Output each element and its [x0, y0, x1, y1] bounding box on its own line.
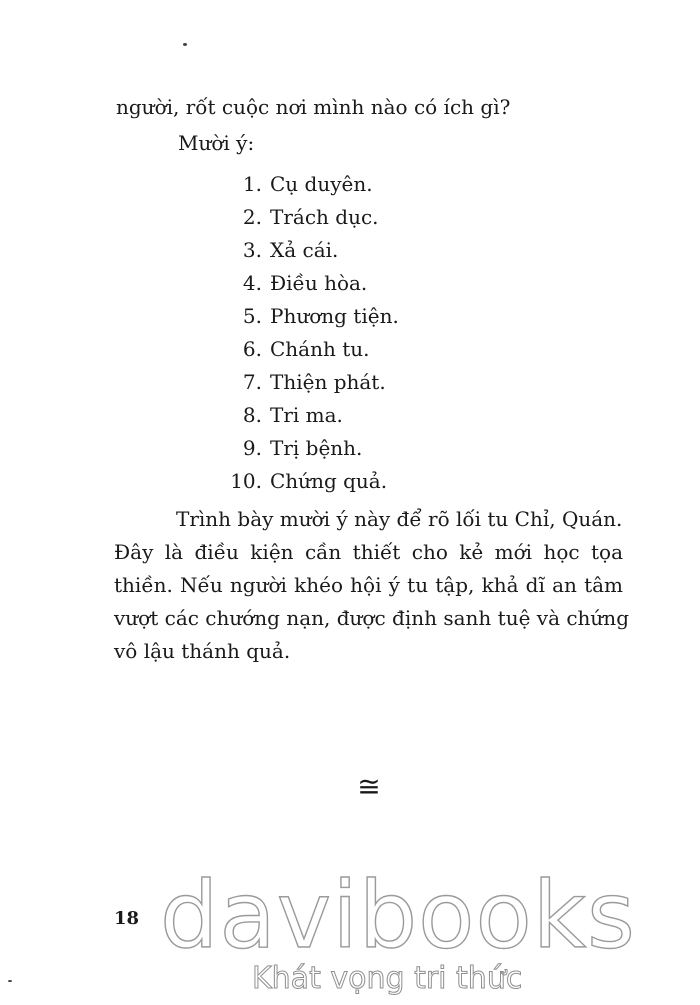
list-item: 9. Trị bệnh. — [242, 436, 363, 460]
ink-speck — [8, 980, 12, 982]
paragraph-line: Trình bày mười ý này để rõ lối tu Chỉ, Quán. — [176, 507, 623, 531]
list-item: 1. Cụ duyên. — [242, 172, 373, 196]
list-item: 3. Xả cái. — [242, 238, 339, 262]
paragraph-line: Đây là điều kiện cần thiết cho kẻ mới học tọa — [114, 540, 623, 564]
ink-speck — [183, 43, 187, 46]
list-item: 7. Thiện phát. — [242, 370, 386, 394]
section-ornament: ≅ — [357, 770, 381, 803]
list-heading: Mười ý: — [178, 131, 255, 155]
list-item: 10. Chứng quả. — [230, 469, 388, 493]
list-item: 5. Phương tiện. — [242, 304, 399, 328]
list-item: 6. Chánh tu. — [242, 337, 370, 361]
list-item: 4. Điều hòa. — [242, 271, 368, 295]
watermark-tagline: Khát vọng tri thức — [252, 961, 523, 996]
list-item: 2. Trách dục. — [242, 205, 379, 229]
paragraph-line: thiền. Nếu người khéo hội ý tu tập, khả dĩ an tâm — [114, 573, 623, 597]
list-item: 8. Tri ma. — [242, 403, 343, 427]
paragraph-line: vô lậu thánh quả. — [114, 639, 291, 663]
page-number: 18 — [114, 908, 140, 929]
paragraph-line: vượt các chướng nạn, được định sanh tuệ và chứng — [114, 606, 629, 630]
watermark-brand: davibooks — [160, 862, 636, 969]
intro-line: người, rốt cuộc nơi mình nào có ích gì? — [116, 95, 511, 119]
